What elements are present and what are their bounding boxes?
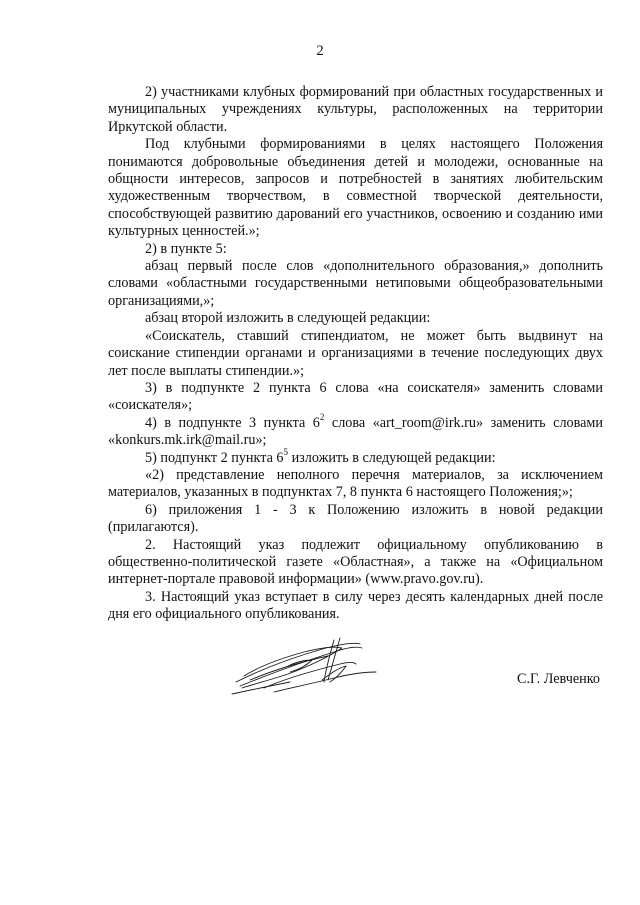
paragraph-clubs-participants: 2) участниками клубных формирований при областных государственных и муниципальных учреждениях культуры, расположенных на территории Иркутской области. (108, 84, 603, 135)
item-4-sup: 2 (319, 411, 325, 422)
paragraph-item-6: 6) приложения 1 - 3 к Положению изложить в новой редакции (прилагаются). (108, 501, 603, 536)
paragraph-point-5: 2) в пункте 5: (145, 240, 227, 257)
item-5-post: изложить в следующей редакции: (288, 449, 496, 466)
signer-name: С.Г. Левченко (517, 671, 600, 687)
paragraph-incomplete-list: «2) представление неполного перечня материалов, за исключением материалов, указанных в подпунктах 7, 8 пункта 6 настоящего Положения;»; (108, 466, 603, 501)
paragraph-effective-date: 3. Настоящий указ вступает в силу через десять календарных дней после дня его официального опубликования. (108, 588, 603, 623)
paragraph-scholarship-rule: «Соискатель, ставший стипендиатом, не может быть выдвинут на соискание стипендии органами и организациями в течение последующих двух лет после выплаты стипендии.»; (108, 327, 603, 379)
item-5-pre: 5) подпункт 2 пункта 6 (145, 449, 284, 466)
paragraph-club-definition: Под клубными формированиями в целях настоящего Положения понимаются добровольные объединения детей и молодежи, основанные на общности интересов, запросов и потребностей в занятиях любительским художественным творчеством, в совместной творческой деятельности, способствующей развитию дарований его участников, освоению и созданию ими культурных ценностей.»; (108, 136, 603, 240)
page-number: 2 (316, 43, 324, 59)
signature-icon (230, 636, 380, 698)
item-4-post: слова «art_room@irk.ru» заменить словами «konkurs.mk.irk@mail.ru»; (108, 414, 603, 449)
paragraph-item-3: 3) в подпункте 2 пункта 6 слова «на соискателя» заменить словами «соискателя»; (108, 379, 603, 414)
paragraph-second-abzac: абзац второй изложить в следующей редакции: (145, 310, 431, 327)
item-4-pre: 4) в подпункте 3 пункта 6 (145, 414, 320, 431)
paragraph-item-5 (108, 446, 603, 467)
paragraph-first-abzac: абзац первый после слов «дополнительного образования,» дополнить словами «областными государственными нетиповыми общеобразовательными организациями,»; (108, 258, 603, 309)
item-5-sup: 5 (283, 446, 289, 457)
document-body (108, 84, 603, 624)
paragraph-item-4 (108, 411, 603, 450)
paragraph-publication: 2. Настоящий указ подлежит официальному опубликованию в общественно-политической газете «Областная», а также на «Официальном интернет-портале правовой информации» (www.pravo.gov.ru). (108, 536, 603, 588)
